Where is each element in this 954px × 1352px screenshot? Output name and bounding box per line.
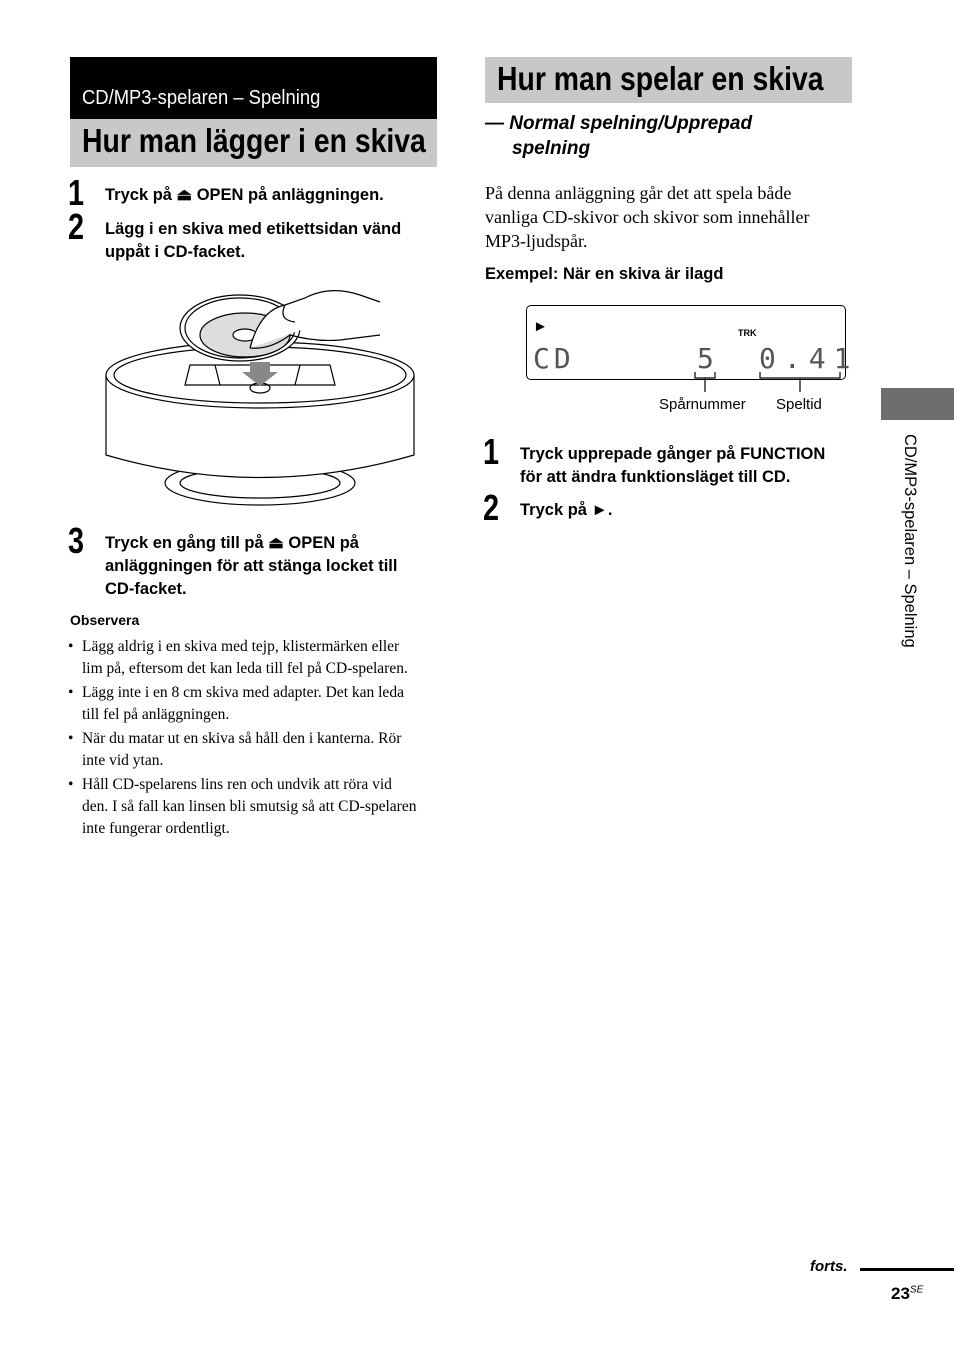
step-text: Tryck upprepade gånger på FUNCTION för att ändra funktionsläget till CD. — [520, 445, 826, 486]
step-text: Tryck på ►. — [520, 501, 613, 519]
list-item: • Lägg inte i en 8 cm skiva med adapter. Det kan leda till fel på anläggningen. — [68, 684, 404, 723]
step-number: 2 — [483, 487, 500, 528]
right-title-bar — [485, 57, 852, 103]
page-number: $23^{SE}$ — [891, 1284, 924, 1303]
continued-label: forts. — [810, 1258, 848, 1275]
lcd-display — [526, 305, 859, 380]
lcd-source: CD — [533, 342, 575, 375]
list-item: • Håll CD-spelarens lins ren och undvik att röra vid den. I så fall kan linsen bli smutsig så att CD-spelaren inte fungerar ordentligt. — [68, 776, 417, 837]
lcd-track: 5 — [697, 342, 714, 375]
sidebar-tab — [881, 388, 954, 420]
subtitle: — Normal spelning/Upprepad spelning — [485, 113, 753, 159]
step-number: 3 — [68, 520, 85, 561]
left-page-title: Hur man lägger i en skiva — [82, 122, 426, 159]
list-item: • Lägg aldrig i en skiva med tejp, klistermärken eller lim på, eftersom det kan leda till fel på CD-spelaren. — [68, 638, 408, 677]
step-text: Tryck en gång till på ⏏ OPEN på anläggningen för att stänga locket till CD-facket. — [105, 534, 398, 598]
section-header — [70, 57, 437, 119]
right-page-title: Hur man spelar en skiva — [497, 60, 824, 97]
label-track-number: Spårnummer — [659, 396, 746, 413]
cd-insert-illustration — [100, 280, 425, 515]
step-text: Tryck på ⏏ OPEN på anläggningen. — [105, 186, 384, 204]
trk-indicator: TRK — [738, 328, 757, 338]
step-text: Lägg i en skiva med etikettsidan vänd uppåt i CD-facket. — [105, 220, 402, 261]
left-title-bar — [70, 119, 437, 167]
note-list — [68, 636, 448, 840]
list-item: • När du matar ut en skiva så håll den i kanterna. Rör inte vid ytan. — [68, 730, 402, 769]
lcd-time: 0.41 — [759, 342, 859, 375]
play-indicator-icon: ► — [533, 318, 548, 335]
section-label: CD/MP3-spelaren – Spelning — [82, 87, 321, 109]
step-number: 1 — [483, 431, 500, 472]
step-number: 2 — [68, 206, 85, 247]
example-label: Exempel: När en skiva är ilagd — [485, 265, 724, 283]
continued-rule — [860, 1268, 954, 1271]
note-title: Observera — [70, 612, 140, 628]
step-number: 1 — [68, 172, 85, 213]
label-play-time: Speltid — [776, 396, 822, 413]
sidebar-label: CD/MP3-spelaren – Spelning — [901, 434, 919, 648]
intro-paragraph: På denna anläggning går det att spela både vanliga CD-skivor och skivor som innehåller MP3-ljudspår. — [485, 183, 810, 251]
